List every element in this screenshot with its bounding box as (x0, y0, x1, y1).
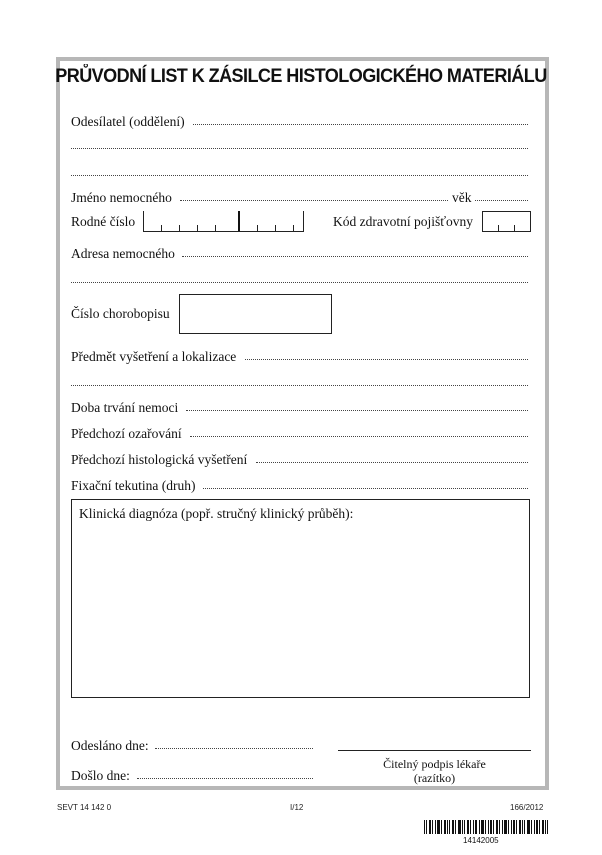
insurance-code-label: Kód zdravotní pojišťovny (333, 214, 474, 229)
birth-number-field[interactable] (143, 211, 304, 232)
footer-right: 166/2012 (510, 803, 544, 812)
subject-label: Předmět vyšetření a lokalizace (71, 349, 237, 364)
address-label: Adresa nemocného (71, 246, 175, 261)
fixative-label: Fixační tekutina (druh) (71, 478, 196, 493)
subject-field[interactable] (245, 359, 528, 360)
signature-label (338, 757, 531, 785)
histology-field[interactable] (256, 462, 528, 463)
patient-name-label: Jméno nemocného (71, 190, 172, 205)
signature-label-line-2: (razítko) (413, 771, 456, 785)
sender-label: Odesílatel (oddělení) (71, 114, 185, 129)
irradiation-label: Předchozí ozařování (71, 426, 182, 441)
received-date-label: Došlo dne: (71, 768, 130, 783)
barcode (424, 820, 548, 834)
address-field-line-2[interactable] (71, 282, 528, 283)
footer-center: I/12 (290, 803, 304, 812)
histology-label: Předchozí histologická vyšetření (71, 452, 248, 467)
irradiation-field[interactable] (190, 436, 528, 437)
record-number-label: Číslo chorobopisu (71, 306, 170, 321)
signature-line[interactable] (338, 750, 531, 751)
birth-number-label: Rodné číslo (71, 214, 136, 229)
sender-field[interactable] (193, 124, 528, 125)
diagnosis-box[interactable] (71, 499, 530, 698)
sent-date-field[interactable] (155, 748, 313, 749)
diagnosis-label: Klinická diagnóza (popř. stručný klinický průběh): (79, 506, 354, 521)
barcode-number: 14142005 (463, 836, 499, 845)
subject-field-line-2[interactable] (71, 385, 528, 386)
record-number-field[interactable] (179, 294, 332, 334)
sender-field-line-3[interactable] (71, 175, 528, 176)
sent-date-label: Odesláno dne: (71, 738, 149, 753)
footer-left: SEVT 14 142 0 (57, 803, 112, 812)
age-label: věk (452, 190, 472, 205)
form-title: PRŮVODNÍ LIST K ZÁSILCE HISTOLOGICKÉHO MATERIÁLU (55, 66, 547, 87)
sender-field-line-2[interactable] (71, 148, 528, 149)
insurance-code-field[interactable] (482, 211, 531, 232)
received-date-field[interactable] (137, 778, 313, 779)
address-field[interactable] (182, 256, 528, 257)
signature-label-line-1: Čitelný podpis lékaře (383, 757, 486, 771)
duration-label: Doba trvání nemoci (71, 400, 179, 415)
patient-name-field[interactable] (180, 200, 448, 201)
age-field[interactable] (475, 200, 528, 201)
duration-field[interactable] (186, 410, 528, 411)
fixative-field[interactable] (203, 488, 528, 489)
